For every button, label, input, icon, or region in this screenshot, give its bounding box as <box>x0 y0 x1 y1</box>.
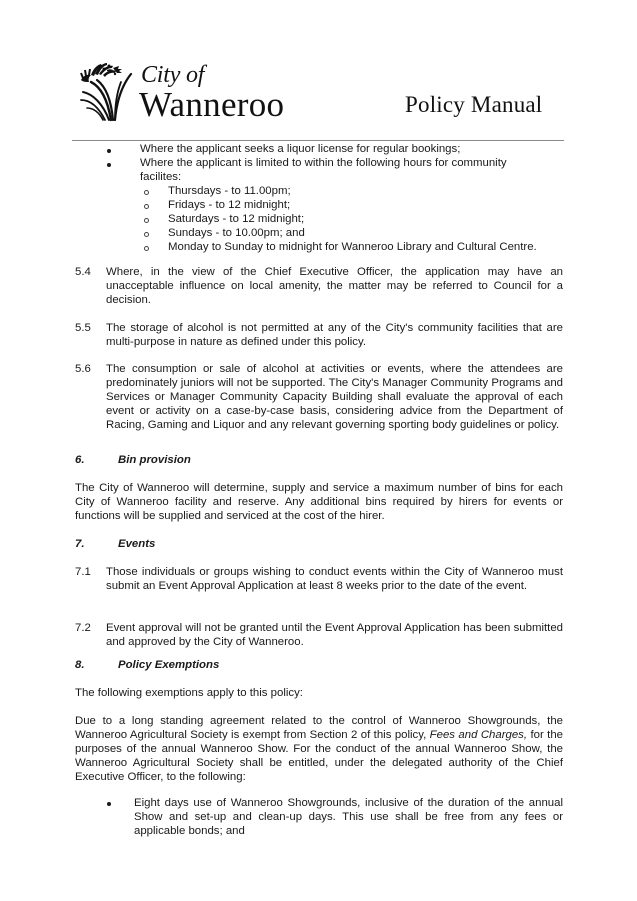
bullet-icon <box>107 163 111 167</box>
section-8-heading <box>75 658 219 672</box>
kangaroo-paw-icon <box>77 60 139 124</box>
section-8-intro: The following exemptions apply to this policy: <box>75 687 303 699</box>
bullet-text: Where the applicant seeks a liquor license for regular bookings; <box>140 143 461 155</box>
hours-item: Thursdays - to 11.00pm; <box>168 185 291 197</box>
clause-5-4-text: Where, in the view of the Chief Executive Officer, the application may have an unacceptable influence on local amenity, the matter may be referred to Council for a decision. <box>106 266 563 307</box>
section-6-body: The City of Wanneroo will determine, supply and service a maximum number of bins for each City of Wanneroo facility and reserve. Any additional bins required by hirers for events or functions will be supplied and serviced at the cost of the hirer. <box>75 482 563 523</box>
bullet-icon <box>107 149 111 153</box>
clause-number: 5.4 <box>75 266 91 278</box>
clause-7-2-text: Event approval will not be granted until the Event Approval Application has been submitted and approved by the City of Wanneroo. <box>106 622 563 649</box>
sub-bullet-icon <box>144 218 149 223</box>
sub-bullet-icon <box>144 204 149 209</box>
exemption-bullet-text: Eight days use of Wanneroo Showgrounds, inclusive of the duration of the annual Show and set-up and clean-up days. This use shall be free from any fees or applicable bonds; and <box>134 797 563 838</box>
hours-item: Saturdays - to 12 midnight; <box>168 213 305 225</box>
sub-bullet-icon <box>144 232 149 237</box>
clause-number: 5.6 <box>75 363 91 375</box>
section-6-heading <box>75 453 191 467</box>
body-italic-text: Fees and Charges, <box>429 729 528 742</box>
section-title: Policy Exemptions <box>118 659 220 671</box>
clause-5-6-text: The consumption or sale of alcohol at activities or events, where the attendees are predominately juniors will not be supported. The City's Manager Community Programs and Services or Manager Community Capacity Building shall evaluate the approval of each event or activity on a case-by-case basis, considering advice from the Department of Racing, Gaming and Liquor and any relevant governing sporting body guidelines or policy. <box>106 363 563 432</box>
section-number: 8. <box>75 659 85 671</box>
hours-item: Sundays - to 10.00pm; and <box>168 227 305 239</box>
policy-manual-title: Policy Manual <box>405 92 543 117</box>
page-header <box>75 58 565 138</box>
body-text: Due to a long standing agreement related to the control of Wanneroo Showgrounds, the Wanneroo Agricultural Society is exempt from Section 2 of this policy, <box>75 715 563 742</box>
hours-item: Monday to Sunday to midnight for Wanneroo Library and Cultural Centre. <box>168 241 537 253</box>
header-divider <box>72 140 564 141</box>
section-8-body <box>75 714 563 784</box>
section-7-heading <box>75 537 155 551</box>
bullet-text-line1: Where the applicant is limited to within the following hours for community <box>140 157 507 169</box>
section-title: Bin provision <box>118 454 191 466</box>
body-text: for the purposes of the annual Wanneroo Show. For the conduct of the annual Wanneroo Show, the Wanneroo Agricultural Society shall be entitled, under the delegated authority of the Chief Executive Officer, to the following: <box>75 729 563 784</box>
bullet-text-line2: facilites: <box>140 171 182 183</box>
logo-wanneroo: Wanneroo <box>139 85 285 124</box>
clause-5-5-text: The storage of alcohol is not permitted at any of the City's community facilities that are multi-purpose in nature as defined under this policy. <box>106 322 563 349</box>
bullet-icon <box>107 802 111 806</box>
section-number: 7. <box>75 538 85 550</box>
sub-bullet-icon <box>144 246 149 251</box>
clause-number: 7.2 <box>75 622 91 634</box>
hours-item: Fridays - to 12 midnight; <box>168 199 291 211</box>
logo-city-of: City of <box>141 62 205 88</box>
clause-7-1-text: Those individuals or groups wishing to conduct events within the City of Wanneroo must submit an Event Approval Application at least 8 weeks prior to the date of the event. <box>106 566 563 593</box>
section-number: 6. <box>75 454 85 466</box>
clause-number: 7.1 <box>75 566 91 578</box>
section-title: Events <box>118 538 156 550</box>
sub-bullet-icon <box>144 190 149 195</box>
clause-number: 5.5 <box>75 322 91 334</box>
